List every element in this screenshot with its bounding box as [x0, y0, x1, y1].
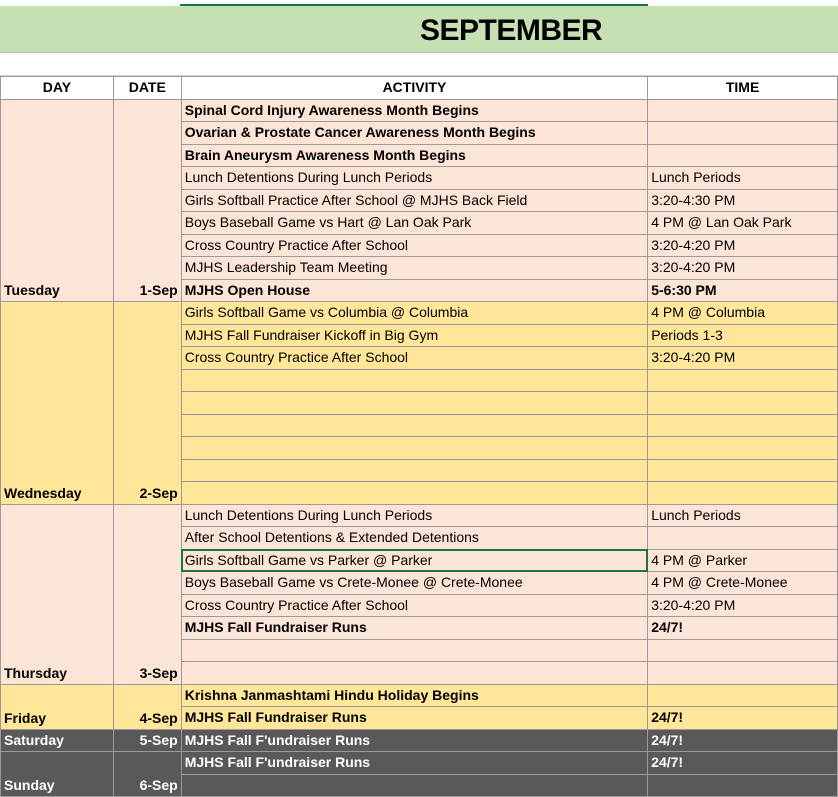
- table-row: [1, 99, 838, 122]
- schedule-table: [0, 76, 838, 797]
- blank-row[interactable]: [0, 53, 838, 76]
- activity-cell[interactable]: [181, 662, 647, 685]
- activity-cell[interactable]: Boys Baseball Game vs Crete-Monee @ Crete-Monee: [181, 572, 647, 595]
- time-cell[interactable]: 24/7!: [648, 617, 838, 640]
- table-row: [1, 729, 838, 752]
- time-cell[interactable]: 24/7!: [648, 729, 838, 752]
- activity-cell[interactable]: MJHS Leadership Team Meeting: [181, 257, 647, 280]
- activity-cell[interactable]: Lunch Detentions During Lunch Periods: [181, 167, 647, 190]
- activity-cell[interactable]: Brain Aneurysm Awareness Month Begins: [181, 144, 647, 167]
- time-cell[interactable]: [648, 662, 838, 685]
- day-cell[interactable]: Wednesday: [1, 302, 114, 505]
- header-activity[interactable]: ACTIVITY: [181, 77, 647, 100]
- activity-cell[interactable]: Ovarian & Prostate Cancer Awareness Month Begins: [181, 122, 647, 145]
- time-cell[interactable]: Lunch Periods: [648, 167, 838, 190]
- day-cell[interactable]: Friday: [1, 684, 114, 729]
- time-cell[interactable]: 4 PM @ Parker: [648, 549, 838, 572]
- activity-cell[interactable]: [181, 369, 647, 392]
- activity-cell[interactable]: Krishna Janmashtami Hindu Holiday Begins: [181, 684, 647, 707]
- date-cell[interactable]: 5-Sep: [113, 729, 181, 752]
- activity-cell[interactable]: Lunch Detentions During Lunch Periods: [181, 504, 647, 527]
- activity-cell[interactable]: Spinal Cord Injury Awareness Month Begins: [181, 99, 647, 122]
- time-cell[interactable]: [648, 99, 838, 122]
- header-date[interactable]: DATE: [113, 77, 181, 100]
- activity-cell[interactable]: [181, 414, 647, 437]
- header-time[interactable]: TIME: [648, 77, 838, 100]
- activity-cell[interactable]: MJHS Fall F'undraiser Runs: [181, 752, 647, 775]
- time-cell[interactable]: [648, 144, 838, 167]
- activity-cell[interactable]: [181, 482, 647, 505]
- activity-cell[interactable]: MJHS Fall F'undraiser Runs: [181, 729, 647, 752]
- time-cell[interactable]: [648, 482, 838, 505]
- table-row: [1, 752, 838, 775]
- activity-cell[interactable]: [181, 392, 647, 415]
- date-cell[interactable]: 2-Sep: [113, 302, 181, 505]
- time-cell[interactable]: [648, 527, 838, 550]
- time-cell[interactable]: 3:20-4:20 PM: [648, 234, 838, 257]
- time-cell[interactable]: 3:20-4:20 PM: [648, 594, 838, 617]
- date-cell[interactable]: 3-Sep: [113, 504, 181, 684]
- activity-cell[interactable]: After School Detentions & Extended Detentions: [181, 527, 647, 550]
- time-cell[interactable]: [648, 639, 838, 662]
- time-cell[interactable]: 24/7!: [648, 752, 838, 775]
- table-row: [1, 684, 838, 707]
- date-cell[interactable]: 6-Sep: [113, 752, 181, 797]
- activity-cell[interactable]: MJHS Fall Fundraiser Kickoff in Big Gym: [181, 324, 647, 347]
- table-row: [1, 504, 838, 527]
- time-cell[interactable]: 4 PM @ Lan Oak Park: [648, 212, 838, 235]
- day-cell[interactable]: Sunday: [1, 752, 114, 797]
- time-cell[interactable]: 4 PM @ Columbia: [648, 302, 838, 325]
- time-cell[interactable]: 5-6:30 PM: [648, 279, 838, 302]
- day-cell[interactable]: Thursday: [1, 504, 114, 684]
- activity-cell[interactable]: [181, 459, 647, 482]
- header-row: [1, 77, 838, 100]
- time-cell[interactable]: 3:20-4:20 PM: [648, 347, 838, 370]
- time-cell[interactable]: [648, 414, 838, 437]
- title-band: [0, 6, 838, 53]
- time-cell[interactable]: 24/7!: [648, 707, 838, 730]
- time-cell[interactable]: 3:20-4:20 PM: [648, 257, 838, 280]
- time-cell[interactable]: 3:20-4:30 PM: [648, 189, 838, 212]
- activity-cell[interactable]: MJHS Fall Fundraiser Runs: [181, 707, 647, 730]
- activity-cell[interactable]: Girls Softball Game vs Columbia @ Columbia: [181, 302, 647, 325]
- activity-cell[interactable]: Boys Baseball Game vs Hart @ Lan Oak Park: [181, 212, 647, 235]
- time-cell[interactable]: [648, 392, 838, 415]
- day-cell[interactable]: Tuesday: [1, 99, 114, 302]
- header-day[interactable]: DAY: [1, 77, 114, 100]
- activity-cell[interactable]: Cross Country Practice After School: [181, 594, 647, 617]
- date-cell[interactable]: 4-Sep: [113, 684, 181, 729]
- activity-cell[interactable]: Girls Softball Game vs Parker @ Parker: [181, 549, 647, 572]
- activity-cell[interactable]: Cross Country Practice After School: [181, 234, 647, 257]
- day-cell[interactable]: Saturday: [1, 729, 114, 752]
- time-cell[interactable]: [648, 437, 838, 460]
- month-title: SEPTEMBER: [420, 14, 603, 47]
- activity-cell[interactable]: [181, 639, 647, 662]
- time-cell[interactable]: Periods 1-3: [648, 324, 838, 347]
- activity-cell[interactable]: [181, 774, 647, 797]
- table-row: [1, 302, 838, 325]
- schedule-body: [1, 99, 838, 797]
- activity-cell[interactable]: [181, 437, 647, 460]
- time-cell[interactable]: [648, 774, 838, 797]
- time-cell[interactable]: [648, 459, 838, 482]
- time-cell[interactable]: [648, 369, 838, 392]
- activity-cell[interactable]: MJHS Fall Fundraiser Runs: [181, 617, 647, 640]
- time-cell[interactable]: 4 PM @ Crete-Monee: [648, 572, 838, 595]
- time-cell[interactable]: [648, 684, 838, 707]
- date-cell[interactable]: 1-Sep: [113, 99, 181, 302]
- activity-cell[interactable]: Cross Country Practice After School: [181, 347, 647, 370]
- activity-cell[interactable]: Girls Softball Practice After School @ MJHS Back Field: [181, 189, 647, 212]
- activity-cell[interactable]: MJHS Open House: [181, 279, 647, 302]
- time-cell[interactable]: [648, 122, 838, 145]
- time-cell[interactable]: Lunch Periods: [648, 504, 838, 527]
